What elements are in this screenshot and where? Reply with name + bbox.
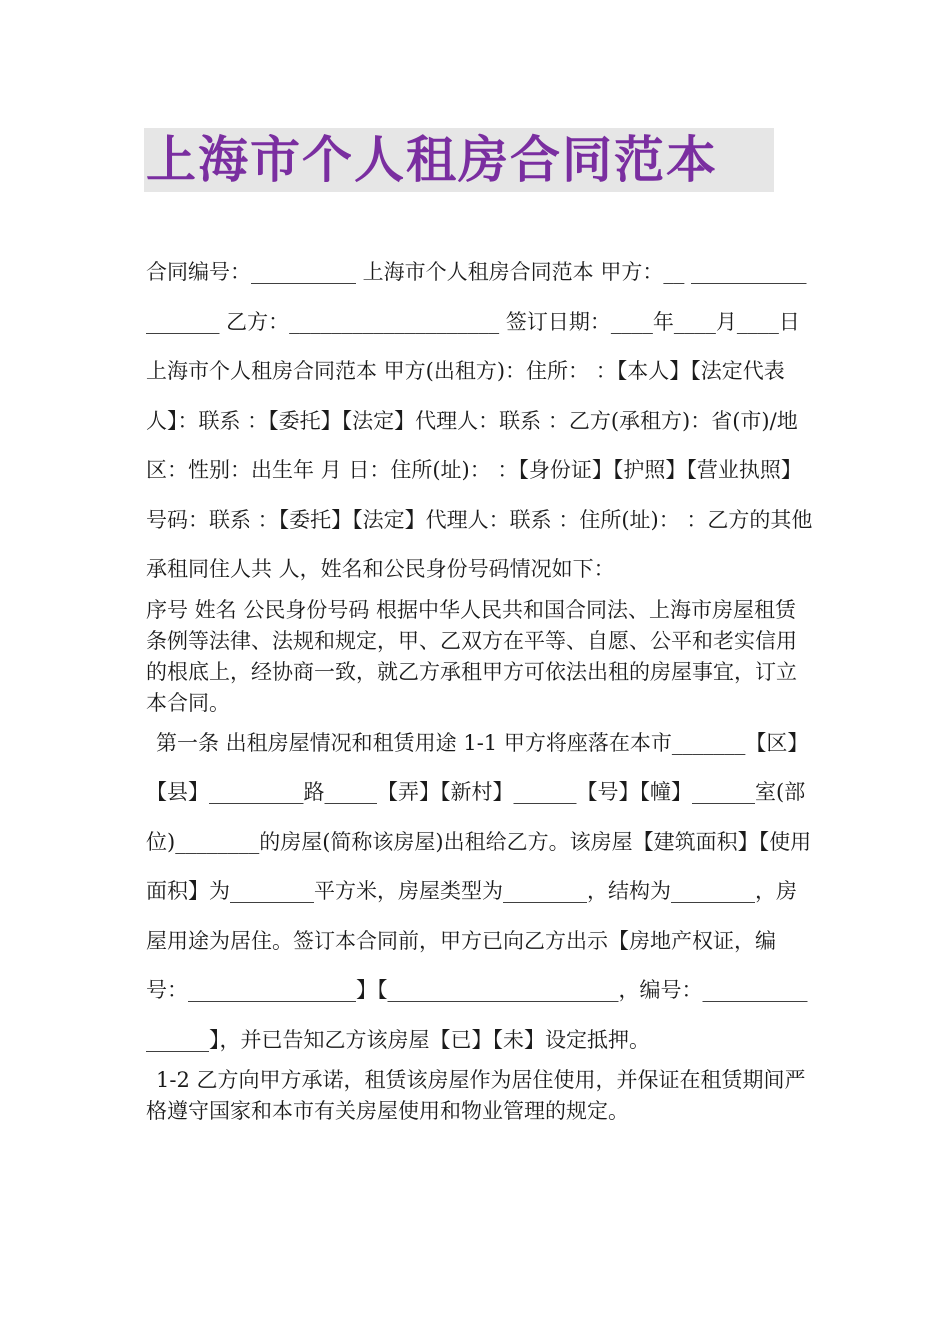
contract-parties-paragraph: 合同编号：__________ 上海市个人租房合同范本 甲方：__ __________________ 乙方：____________________ 签订日期：____年____月____日 上海市个人租房合同范本 甲方(出租方)：住所： ：【本人】【法定代表人】：联系 ：【委托】【法定】代理人：联系 ：乙方(承租方)：省(市)/地区：性别：出生年 月 日：住所(址)： ：【身份证】【护照】【营业执照】号码：联系 ：【委托】【法定】代理人：联系 ：住所(址)： ：乙方的其他承租同住人共 人，姓名和公民身份号码情况如下：: [146, 260, 813, 581]
document-title: 上海市个人租房合同范本: [146, 131, 718, 189]
document-body: [146, 248, 814, 1127]
article-one-paragraph: 第一条 出租房屋情况和租赁用途 1-1 甲方将座落在本市_______【区】【县】_________路_____【弄】【新村】______【号】【幢】______室(部位)________的房屋(简称该房屋)出租给乙方。该房屋【建筑面积】【使用面积】为________平方米，房屋类型为________，结构为________，房屋用途为居住。签订本合同前，甲方已向乙方出示【房地产权证，编号：________________】【______________________，编号：________________】，并已告知乙方该房屋【已】【未】设定抵押。: [146, 730, 812, 1052]
clause-1-2-paragraph: 1-2 乙方向甲方承诺，租赁该房屋作为居住使用，并保证在租赁期间严格遵守国家和本市有关房屋使用和物业管理的规定。: [146, 1068, 806, 1123]
contract-preamble-paragraph: 序号 姓名 公民身份号码 根据中华人民共和国合同法、上海市房屋租赁条例等法律、法规和规定，甲、乙双方在平等、自愿、公平和老实信用的根底上，经协商一致，就乙方承租甲方可依法出租的房屋事宜，订立本合同。: [146, 597, 797, 715]
